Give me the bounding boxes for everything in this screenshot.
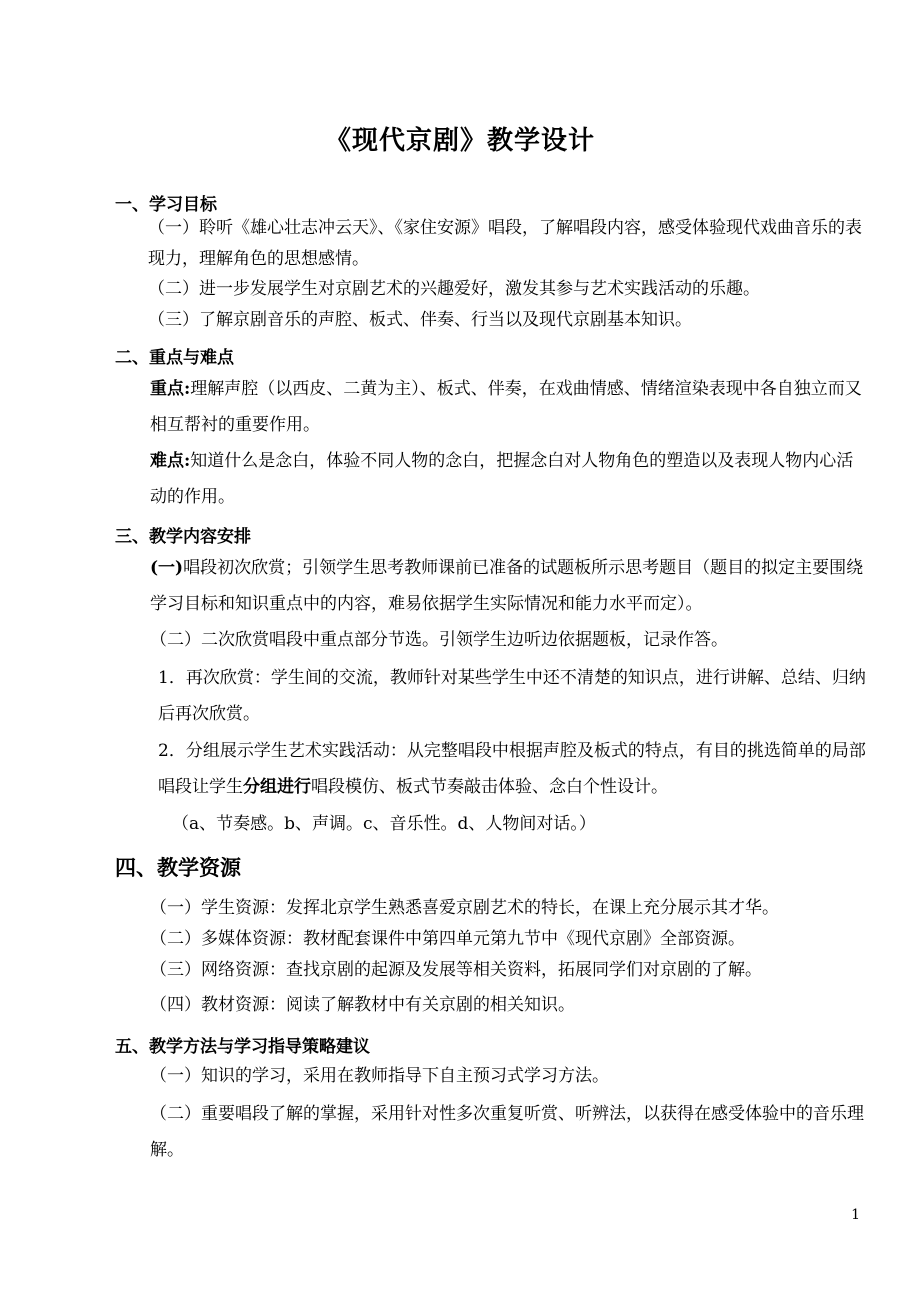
paragraph: （一）学生资源：发挥北京学生熟悉喜爱京剧艺术的特长，在课上充分展示其才华。	[150, 898, 779, 918]
difficulty-paragraph	[150, 443, 870, 515]
key-point-paragraph	[150, 371, 870, 443]
paragraph: （二）二次欣赏唱段中重点部分节选。引领学生边听边依据题板，记录作答。	[150, 630, 728, 650]
difficulty-text: 知道什么是念白，体验不同人物的念白，把握念白对人物角色的塑造以及表现人物内心活动的作用。	[150, 451, 854, 507]
item-label: (一)	[150, 558, 184, 578]
item-text: 唱段初次欣赏；引领学生思考教师课前已准备的试题板所示思考题目（题目的拟定主要围绕学习目标和知识重点中的内容，难易依据学生实际情况和能力水平而定）。	[150, 558, 864, 614]
note-text: （a、节奏感。b、声调。c、音乐性。d、人物间对话。）	[172, 814, 596, 834]
section-heading-5: 五、教学方法与学习指导策略建议	[115, 1037, 370, 1057]
section-heading-2: 二、重点与难点	[115, 348, 234, 368]
paragraph: （二）进一步发展学生对京剧艺术的兴趣爱好，激发其参与艺术实践活动的乐趣。	[148, 279, 760, 299]
paragraph: （四）教材资源：阅读了解教材中有关京剧的相关知识。	[150, 995, 575, 1015]
item-text: 唱段模仿、板式节奏敲击体验、念白个性设计。	[311, 777, 668, 797]
paragraph: （一）聆听《雄心壮志冲云天》、《家住安源》唱段，了解唱段内容，感受体验现代戏曲音乐的表现力，理解角色的思想感情。	[148, 218, 862, 269]
section-heading-3: 三、教学内容安排	[115, 527, 251, 547]
section-heading-1: 一、学习目标	[115, 195, 217, 215]
paragraph: （二）重要唱段了解的掌握，采用针对性多次重复听赏、听辨法，以获得在感受体验中的音乐理解。	[150, 1104, 864, 1160]
emphasis-text: 分组进行	[243, 777, 311, 797]
key-point-text: 理解声腔（以西皮、二黄为主）、板式、伴奏，在戏曲情感、情绪渲染表现中各自独立而又相互帮衬的重要作用。	[150, 379, 862, 435]
paragraph	[150, 550, 870, 622]
paragraph: （三）网络资源：查找京剧的起源及发展等相关资料，拓展同学们对京剧的了解。	[150, 960, 762, 980]
paragraph: （三）了解京剧音乐的声腔、板式、伴奏、行当以及现代京剧基本知识。	[148, 310, 692, 330]
page-number: 1	[851, 1207, 860, 1223]
paragraph: （一）知识的学习，采用在教师指导下自主预习式学习方法。	[150, 1066, 609, 1086]
paragraph: （二）多媒体资源：教材配套课件中第四单元第九节中《现代京剧》全部资源。	[150, 929, 745, 949]
difficulty-label: 难点:	[150, 451, 191, 471]
item-text: 2．分组展示学生艺术实践活动：从完整唱段中根据声腔及板式的特点，有目的挑选简单的局部唱段让学生	[158, 741, 866, 797]
list-item: 1．再次欣赏：学生间的交流，教师针对某些学生中还不清楚的知识点，进行讲解、总结、归纳后再次欣赏。	[158, 668, 866, 724]
document-title: 《现代京剧》教学设计	[324, 126, 595, 156]
key-point-label: 重点:	[150, 379, 191, 399]
list-item	[158, 733, 870, 805]
section-heading-4: 四、教学资源	[115, 855, 241, 880]
